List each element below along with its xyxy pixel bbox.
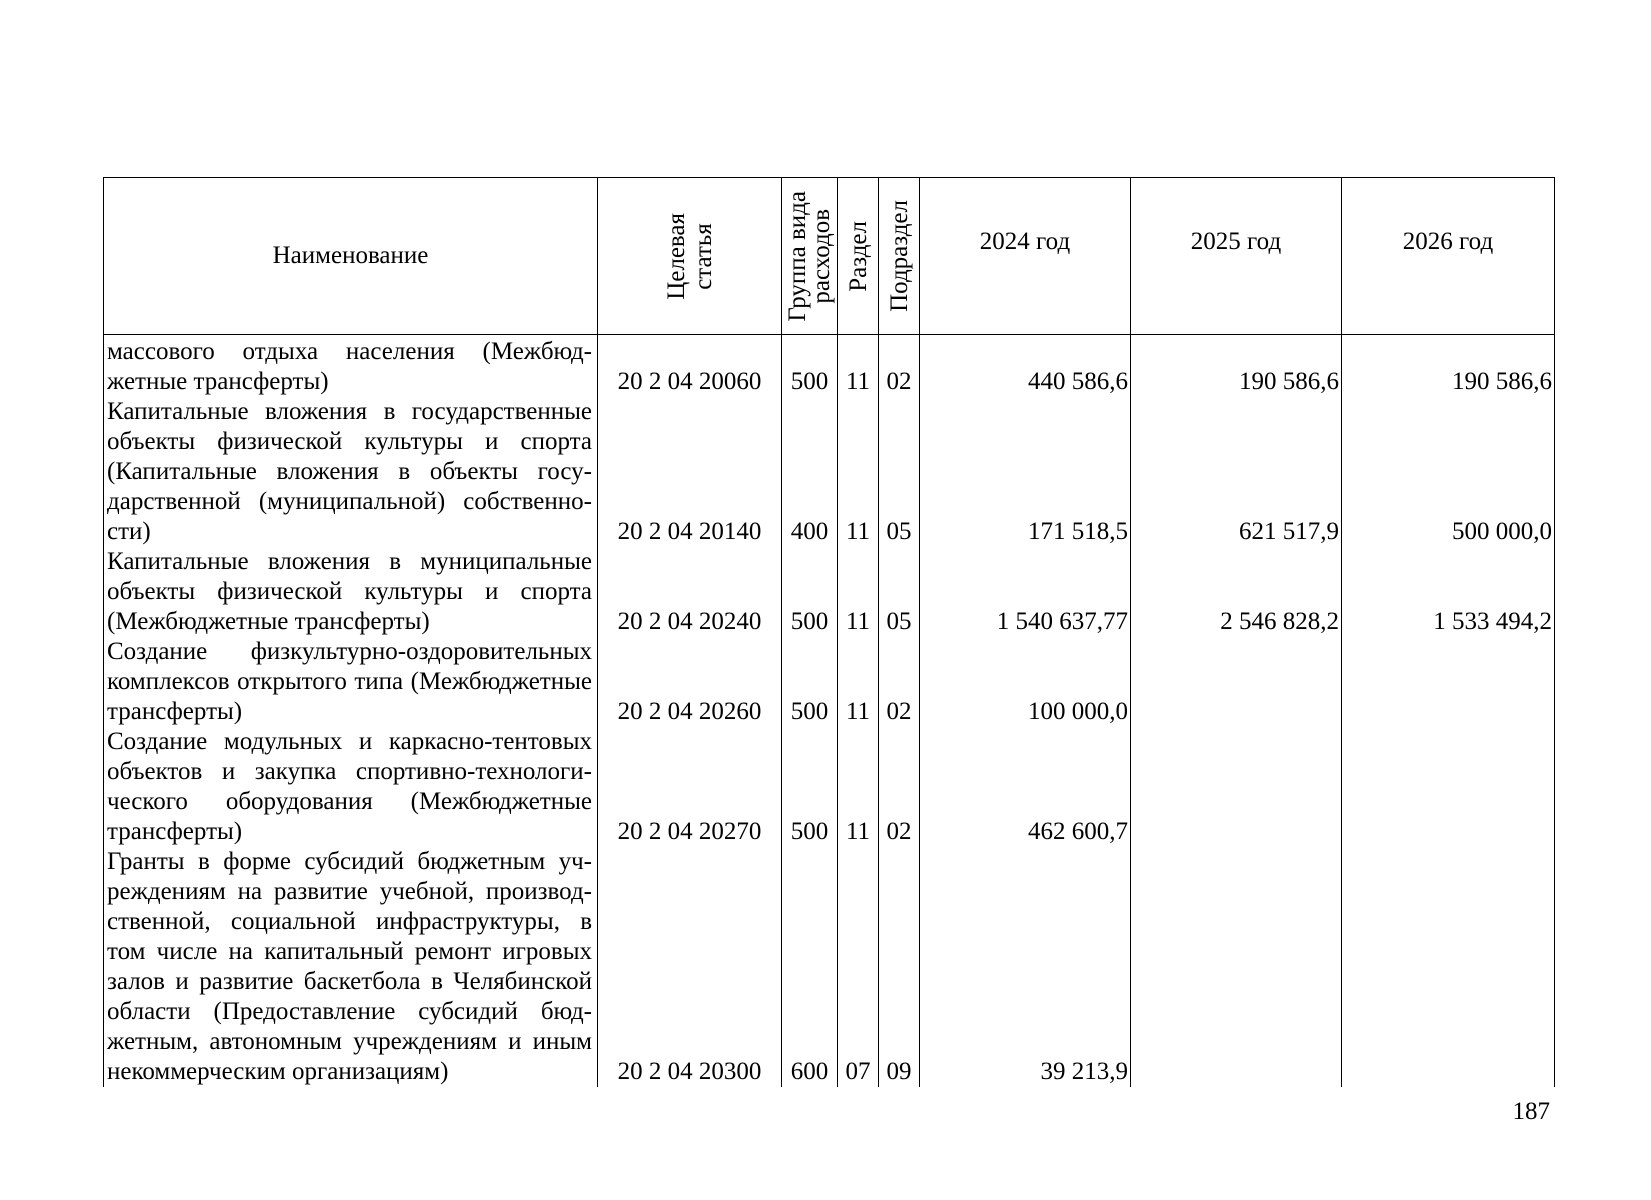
row-amount-2025 (1131, 727, 1342, 847)
header-name: Наименование (104, 178, 598, 335)
row-amount-2024: 39 213,9 (920, 847, 1131, 1087)
row-amount-2025: 621 517,9 (1131, 397, 1342, 547)
header-target-article: Целевая статья (598, 178, 782, 335)
row-subsection: 02 (879, 727, 920, 847)
row-subsection: 09 (879, 847, 920, 1087)
row-expense-group: 500 (782, 637, 838, 727)
row-target-article: 20 2 04 20300 (598, 847, 782, 1087)
row-amount-2026 (1342, 727, 1555, 847)
row-target-article: 20 2 04 20270 (598, 727, 782, 847)
header-year-2026: 2026 год (1342, 178, 1555, 335)
row-expense-group: 500 (782, 727, 838, 847)
row-subsection: 02 (879, 335, 920, 398)
row-section: 11 (838, 727, 879, 847)
row-amount-2025: 2 546 828,2 (1131, 547, 1342, 637)
row-amount-2024: 171 518,5 (920, 397, 1131, 547)
row-name: Гранты в форме субсидий бюджетным учреждениям на развитие учебной, производственной, социальной инфраструктуры, в том числе на капитальный ремонт игровых залов и развитие баскетбола в Челябинской области (Предоставление субсидий бюджетным, автономным учреждениям и иным некоммерческим организациям) (104, 847, 598, 1087)
header-section: Раздел (838, 178, 879, 335)
row-expense-group: 500 (782, 335, 838, 398)
header-year-2024: 2024 год (920, 178, 1131, 335)
row-amount-2025: 190 586,6 (1131, 335, 1342, 398)
row-amount-2026: 500 000,0 (1342, 397, 1555, 547)
row-section: 07 (838, 847, 879, 1087)
row-name: Создание модульных и каркасно-тентовых объектов и закупка спортивно-технологического оборудования (Межбюджетные трансферты) (104, 727, 598, 847)
row-target-article: 20 2 04 20060 (598, 335, 782, 398)
row-amount-2024: 100 000,0 (920, 637, 1131, 727)
row-subsection: 05 (879, 547, 920, 637)
header-year-2025: 2025 год (1131, 178, 1342, 335)
row-section: 11 (838, 397, 879, 547)
row-section: 11 (838, 547, 879, 637)
table-row (104, 547, 1555, 637)
row-expense-group: 600 (782, 847, 838, 1087)
row-amount-2024: 1 540 637,77 (920, 547, 1131, 637)
row-target-article: 20 2 04 20240 (598, 547, 782, 637)
table-row (104, 335, 1555, 398)
row-amount-2024: 440 586,6 (920, 335, 1131, 398)
row-name: Капитальные вложения в государственные объекты физической культуры и спорта (Капитальные вложения в объекты государственной (муниципальной) собственности) (104, 397, 598, 547)
row-section: 11 (838, 335, 879, 398)
row-amount-2025 (1131, 637, 1342, 727)
row-subsection: 02 (879, 637, 920, 727)
row-amount-2026: 190 586,6 (1342, 335, 1555, 398)
table-row (104, 637, 1555, 727)
row-target-article: 20 2 04 20260 (598, 637, 782, 727)
table-row (104, 727, 1555, 847)
table-header-row (104, 178, 1555, 335)
row-amount-2026 (1342, 637, 1555, 727)
row-amount-2024: 462 600,7 (920, 727, 1131, 847)
header-expense-group: Группа вида расходов (782, 178, 838, 335)
row-subsection: 05 (879, 397, 920, 547)
row-section: 11 (838, 637, 879, 727)
row-amount-2026: 1 533 494,2 (1342, 547, 1555, 637)
row-amount-2026 (1342, 847, 1555, 1087)
budget-table (103, 177, 1555, 1087)
row-expense-group: 500 (782, 547, 838, 637)
table-row (104, 397, 1555, 547)
row-name: Создание физкультурно-оздоровительных комплексов открытого типа (Межбюджетные трансферты) (104, 637, 598, 727)
row-name: массового отдыха населения (Межбюджетные трансферты) (104, 335, 598, 398)
row-amount-2025 (1131, 847, 1342, 1087)
row-name: Капитальные вложения в муниципальные объекты физической культуры и спорта (Межбюджетные трансферты) (104, 547, 598, 637)
header-subsection: Подраздел (879, 178, 920, 335)
table-row (104, 847, 1555, 1087)
row-expense-group: 400 (782, 397, 838, 547)
row-target-article: 20 2 04 20140 (598, 397, 782, 547)
page-number: 187 (1512, 1098, 1550, 1125)
